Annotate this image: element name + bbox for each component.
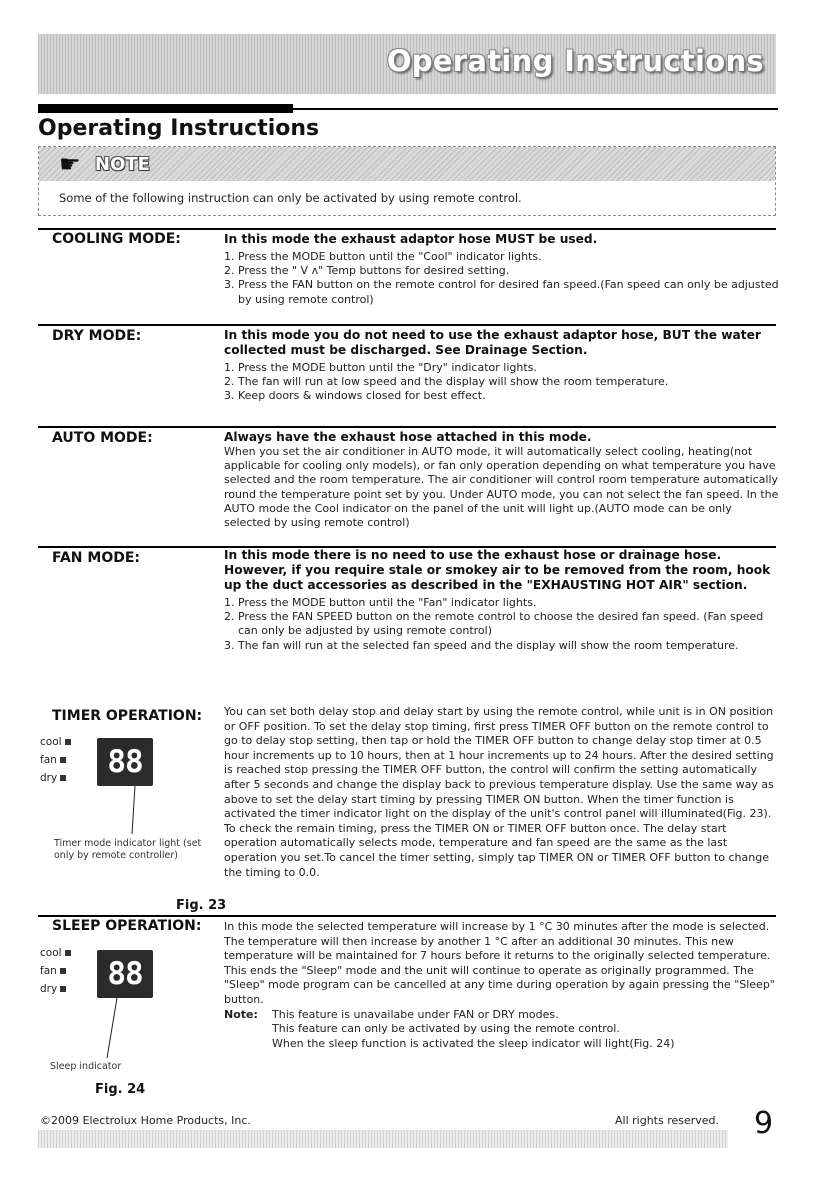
section-divider (38, 228, 776, 230)
sleep-note: This feature is unavailabe under FAN or DRY modes. (272, 1007, 559, 1021)
cooling-mode-lead: In this mode the exhaust adaptor hose MUST be used. (224, 232, 598, 246)
mode-label: cool (40, 947, 62, 959)
section-divider (38, 426, 776, 428)
fan-mode-body (224, 548, 780, 653)
fig24-display-digits: 88 (107, 956, 143, 992)
dry-step: 1. Press the MODE button until the "Dry" indicator lights. (224, 361, 537, 374)
banner-title: Operating Instructions (386, 44, 764, 78)
mode-label: cool (40, 736, 62, 748)
fig24-caption: Sleep indicator (50, 1061, 122, 1072)
sleep-operation-title: SLEEP OPERATION: (52, 918, 202, 934)
fig23-leader-line (110, 784, 140, 836)
indicator-light-icon (60, 968, 66, 974)
mode-label: dry (40, 772, 58, 784)
section-divider (38, 324, 776, 326)
note-text: Some of the following instruction can only be activated by using remote control. (59, 191, 522, 205)
dry-mode-title: DRY MODE: (52, 328, 142, 344)
sleep-note: When the sleep function is activated the sleep indicator will light(Fig. 24) (272, 1036, 675, 1050)
timer-operation-body (224, 705, 780, 880)
header-rule-thin (293, 108, 778, 110)
dry-mode-body (224, 328, 780, 404)
fan-step: 3. The fan will run at the selected fan speed and the display will show the room temperature. (224, 638, 739, 652)
indicator-light-icon (65, 739, 71, 745)
timer-operation-text: You can set both delay stop and delay start by using the remote control, while unit is in ON position or OFF position. To set the delay stop timing, first press TIMER OFF button on the remote control to go to delay stop setting, then tap or hold the TIMER OFF button to change delay stop timer at 0.5 hour increments up to 10 hours, then at 1 hour increments up to 24 hours. After the desired setting is reached stop pressing the TIMER OFF button, the control will confirm the setting automatically after 5 seconds and change the display back to previous temperature display. Use the same way as above to set the delay start timing by pressing TIMER ON button. When the timer function is activated the timer indicator light on the display of the unit's control panel will illuminated(Fig. 23). To check the remain timing, press the TIMER ON or TIMER OFF button once. The delay start operation automatically selects mode, temperature and fan speed are the same as the last operation you set.To cancel the timer setting, simply tap TIMER ON or TIMER OFF button to change the timing to 0.0. (224, 705, 774, 879)
fig23-caption: Timer mode indicator light (set only by remote controller) (54, 838, 202, 861)
cooling-mode-body (224, 232, 780, 307)
mode-indicator (40, 733, 71, 751)
pointing-hand-icon: ☛ (59, 150, 81, 178)
auto-mode-body (224, 430, 780, 530)
fig23-label: Fig. 23 (176, 898, 227, 913)
sleep-note: This feature can only be activated by using the remote control. (272, 1022, 620, 1036)
fig24-display-panel (97, 950, 153, 998)
rights-text: All rights reserved. (615, 1114, 720, 1127)
note-box (38, 146, 776, 216)
footer-band (38, 1130, 728, 1148)
page-number: 9 (754, 1106, 774, 1141)
mode-indicator (40, 980, 71, 998)
note-header (39, 147, 775, 181)
auto-mode-lead: Always have the exhaust hose attached in this mode. (224, 430, 592, 444)
section-divider (38, 915, 776, 917)
auto-mode-title: AUTO MODE: (52, 430, 153, 446)
indicator-light-icon (60, 986, 66, 992)
fig24-mode-list (40, 944, 71, 998)
fan-mode-title: FAN MODE: (52, 550, 140, 566)
fan-step: 2. Press the FAN SPEED button on the remote control to choose the desired fan speed. (Fan speed can only be adjusted by using remote control) (224, 610, 764, 638)
mode-label: fan (40, 965, 57, 977)
sleep-notes (224, 1008, 780, 1052)
dry-step: 2. The fan will run at low speed and the display will show the room temperature. (224, 375, 669, 389)
mode-label: fan (40, 754, 57, 766)
sleep-operation-text: In this mode the selected temperature will increase by 1 °C 30 minutes after the mode is selected. The temperature will then increase by another 1 °C after an additional 30 minutes. This new temperature will be maintained for 7 hours before it returns to the originally selected temperature. This ends the "Sleep" mode and the unit will continue to operate as originally programmed. The "Sleep" mode program can be cancelled at any time during operation by again pressing the "Sleep" button. (224, 920, 775, 1006)
indicator-light-icon (60, 775, 66, 781)
cooling-step: 1. Press the MODE button until the "Cool" indicator lights. (224, 250, 542, 263)
sleep-operation-body (224, 920, 780, 1051)
mode-indicator (40, 944, 71, 962)
fig24-leader-line (85, 996, 125, 1060)
header-rule-thick (38, 104, 293, 113)
indicator-light-icon (60, 757, 66, 763)
mode-indicator (40, 751, 71, 769)
fan-mode-lead: In this mode there is no need to use the exhaust hose or drainage hose. However, if you require stale or smokey air to be removed from the room, hook up the duct accessories as described in the "EXHAUSTING HOT AIR" section. (224, 548, 771, 592)
cooling-mode-title: COOLING MODE: (52, 231, 181, 247)
mode-indicator (40, 962, 71, 980)
fan-step: 1. Press the MODE button until the "Fan" indicator lights. (224, 596, 537, 609)
cooling-step: 3. Press the FAN button on the remote control for desired fan speed.(Fan speed can only be adjusted by using remote control) (224, 278, 779, 306)
dry-step: 3. Keep doors & windows closed for best effect. (224, 389, 486, 403)
top-banner (38, 34, 776, 94)
mode-indicator (40, 769, 71, 787)
sleep-note-list (272, 1008, 675, 1052)
dry-mode-lead: In this mode you do not need to use the exhaust adaptor hose, BUT the water collected must be discharged. See Drainage Section. (224, 328, 761, 357)
auto-mode-text: When you set the air conditioner in AUTO mode, it will automatically select cooling, heating(not applicable for cooling only models), or fan only operation depending on what temperature you have selected and the room temperature. The air conditioner will control room temperature automatically round the temperature point set by you. Under AUTO mode, you can not select the fan speed. In the AUTO mode the Cool indicator on the panel of the unit will light up.(AUTO mode can be only selected by using remote control) (224, 445, 779, 530)
page-title: Operating Instructions (38, 116, 320, 141)
copyright-text: ©2009 Electrolux Home Products, Inc. (40, 1114, 251, 1127)
fig23-mode-list (40, 733, 71, 787)
fig23-display-panel (97, 738, 153, 786)
sleep-note-label: Note: (224, 1007, 258, 1021)
cooling-step: 2. Press the " V ʌ" Temp buttons for desired setting. (224, 264, 510, 278)
indicator-light-icon (65, 950, 71, 956)
mode-label: dry (40, 983, 58, 995)
fig24-label: Fig. 24 (95, 1082, 146, 1097)
note-label: NOTE (95, 154, 150, 175)
timer-operation-title: TIMER OPERATION: (52, 708, 203, 724)
fig23-display-digits: 88 (107, 744, 143, 780)
